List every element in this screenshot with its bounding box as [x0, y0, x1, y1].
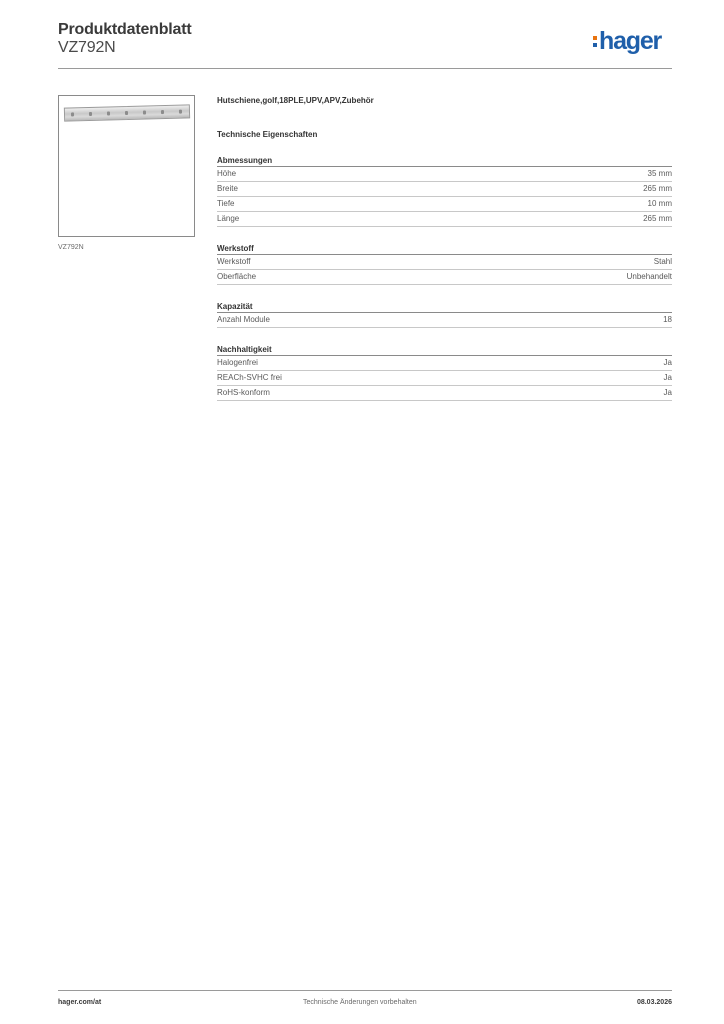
spec-group	[217, 155, 672, 227]
spec-row	[217, 313, 672, 328]
group-title: Werkstoff	[217, 243, 672, 255]
spec-value: 18	[663, 315, 672, 324]
spec-value: Ja	[663, 373, 672, 382]
group-title: Abmessungen	[217, 155, 672, 167]
spec-label: Anzahl Module	[217, 315, 270, 324]
spec-row	[217, 182, 672, 197]
spec-label: REACh-SVHC frei	[217, 373, 282, 382]
spec-value: Ja	[663, 358, 672, 367]
footer-date: 08.03.2026	[636, 999, 672, 1006]
footer-notice: Technische Änderungen vorbehalten	[303, 999, 417, 1006]
footer-website-link[interactable]: hager.com/at	[58, 999, 102, 1006]
spec-value: Ja	[663, 388, 672, 397]
product-code: VZ792N	[58, 39, 116, 56]
image-caption: VZ792N	[58, 244, 84, 251]
spec-label: RoHS-konform	[217, 388, 270, 397]
spec-row	[217, 356, 672, 371]
spec-value: Stahl	[653, 257, 672, 266]
din-rail-image	[64, 104, 190, 121]
spec-group	[217, 344, 672, 401]
product-description: Hutschiene,golf,18PLE,UPV,APV,Zubehör	[217, 96, 374, 105]
spec-value: 265 mm	[643, 214, 672, 223]
spec-label: Höhe	[217, 169, 237, 178]
spec-row	[217, 212, 672, 227]
spec-value: 265 mm	[643, 184, 672, 193]
spec-label: Länge	[217, 214, 240, 223]
logo-text: hager	[599, 27, 662, 55]
page-title: Produktdatenblatt	[58, 21, 192, 38]
spec-content	[217, 95, 672, 401]
spec-row	[217, 371, 672, 386]
spec-group	[217, 243, 672, 285]
spec-groups	[217, 155, 672, 401]
spec-row	[217, 386, 672, 401]
spec-value: 10 mm	[647, 199, 672, 208]
header-divider	[58, 68, 672, 69]
spec-row	[217, 270, 672, 285]
spec-label: Werkstoff	[217, 257, 251, 266]
product-image	[58, 95, 195, 237]
spec-row	[217, 167, 672, 182]
spec-value: 35 mm	[647, 169, 672, 178]
footer-divider	[58, 990, 672, 991]
group-title: Nachhaltigkeit	[217, 344, 672, 356]
section-heading: Technische Eigenschaften	[217, 130, 318, 139]
spec-row	[217, 255, 672, 270]
spec-group	[217, 301, 672, 328]
spec-label: Breite	[217, 184, 238, 193]
spec-label: Oberfläche	[217, 272, 257, 281]
spec-label: Tiefe	[217, 199, 235, 208]
spec-row	[217, 197, 672, 212]
hager-logo	[593, 27, 661, 55]
spec-label: Halogenfrei	[217, 358, 258, 367]
logo-mark-icon	[593, 36, 597, 50]
group-title: Kapazität	[217, 301, 672, 313]
spec-value: Unbehandelt	[626, 272, 672, 281]
